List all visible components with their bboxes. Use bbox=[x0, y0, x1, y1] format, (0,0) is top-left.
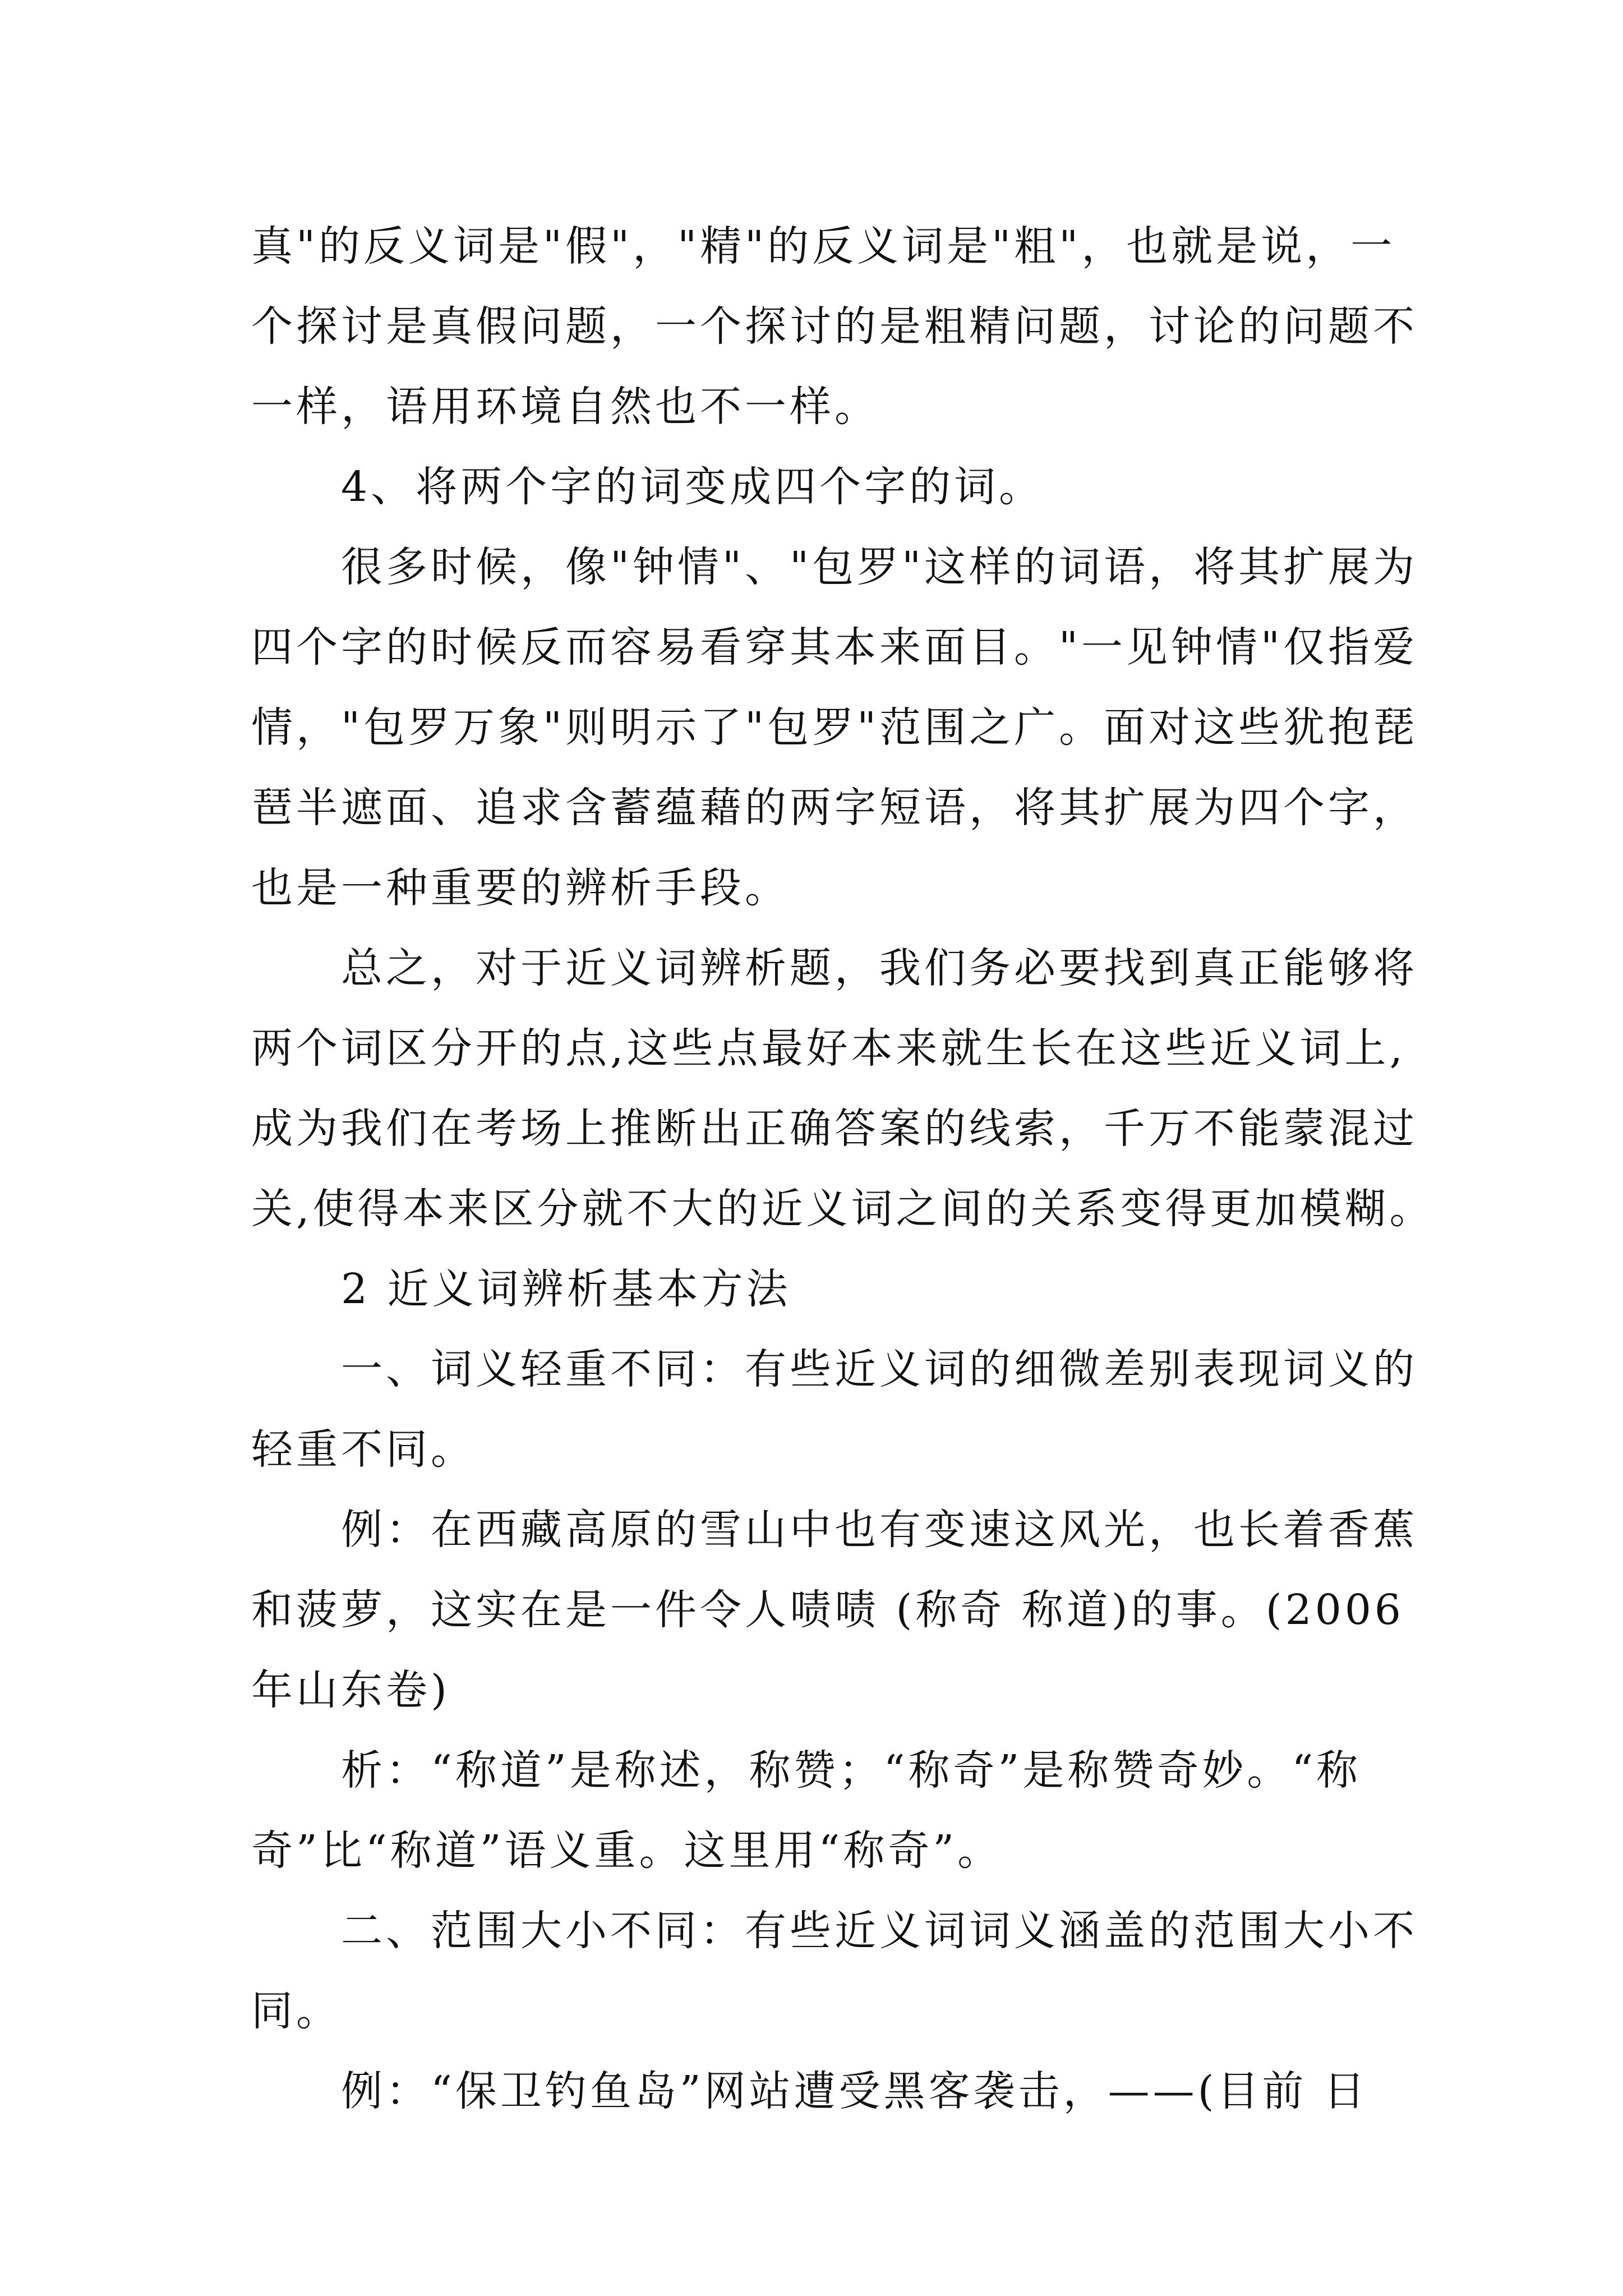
text-line: 奇”比“称道”语义重。这里用“称奇”。 bbox=[251, 1826, 1003, 1875]
text-line: 二、范围大小不同：有些近义词词义涵盖的范围大小不 bbox=[341, 1907, 1418, 1955]
text-line: 两个词区分开的点,这些点最好本来就生长在这些近义词上, bbox=[251, 1024, 1407, 1073]
document-body bbox=[251, 206, 1435, 2132]
text-line: 一、词义轻重不同：有些近义词的细微差别表现词义的 bbox=[341, 1345, 1418, 1393]
text-line: 个探讨是真假问题，一个探讨的是粗精问题，讨论的问题不 bbox=[251, 302, 1418, 351]
text-line: 和菠萝，这实在是一件令人啧啧 (称奇 称道)的事。(2006 bbox=[251, 1586, 1404, 1634]
section-heading: 2 近义词辨析基本方法 bbox=[341, 1265, 791, 1313]
text-line: 关,使得本来区分就不大的近义词之间的关系变得更加模糊。 bbox=[251, 1185, 1435, 1233]
text-line: 同。 bbox=[251, 1987, 341, 2035]
text-line: 4、将两个字的词变成四个字的词。 bbox=[341, 463, 1044, 511]
text-line: 年山东卷) bbox=[251, 1666, 450, 1714]
text-line: 轻重不同。 bbox=[251, 1425, 476, 1474]
text-line: 成为我们在考场上推断出正确答案的线索，千万不能蒙混过 bbox=[251, 1105, 1418, 1153]
text-line: 一样，语用环境自然也不一样。 bbox=[251, 383, 879, 431]
text-line: 也是一种重要的辨析手段。 bbox=[251, 864, 790, 912]
text-line: 真"的反义词是"假"，"精"的反义词是"粗"，也就是说，一 bbox=[251, 222, 1396, 270]
text-line: 四个字的时候反而容易看穿其本来面目。"一见钟情"仅指爱 bbox=[251, 623, 1418, 671]
text-line: 很多时候，像"钟情"、"包罗"这样的词语，将其扩展为 bbox=[341, 543, 1418, 591]
text-line: 析：“称道”是称述，称赞；“称奇”是称赞奇妙。“称 bbox=[341, 1746, 1362, 1795]
text-line: 情，"包罗万象"则明示了"包罗"范围之广。面对这些犹抱琵 bbox=[251, 703, 1418, 752]
text-line: 总之，对于近义词辨析题，我们务必要找到真正能够将 bbox=[341, 944, 1418, 992]
text-line: 例：“保卫钓鱼岛”网站遭受黑客袭击，——(目前 日 bbox=[341, 2067, 1369, 2115]
text-line: 琶半遮面、追求含蓄蕴藉的两字短语，将其扩展为四个字， bbox=[251, 784, 1418, 832]
text-line: 例：在西藏高原的雪山中也有变速这风光，也长着香蕉 bbox=[341, 1506, 1418, 1554]
